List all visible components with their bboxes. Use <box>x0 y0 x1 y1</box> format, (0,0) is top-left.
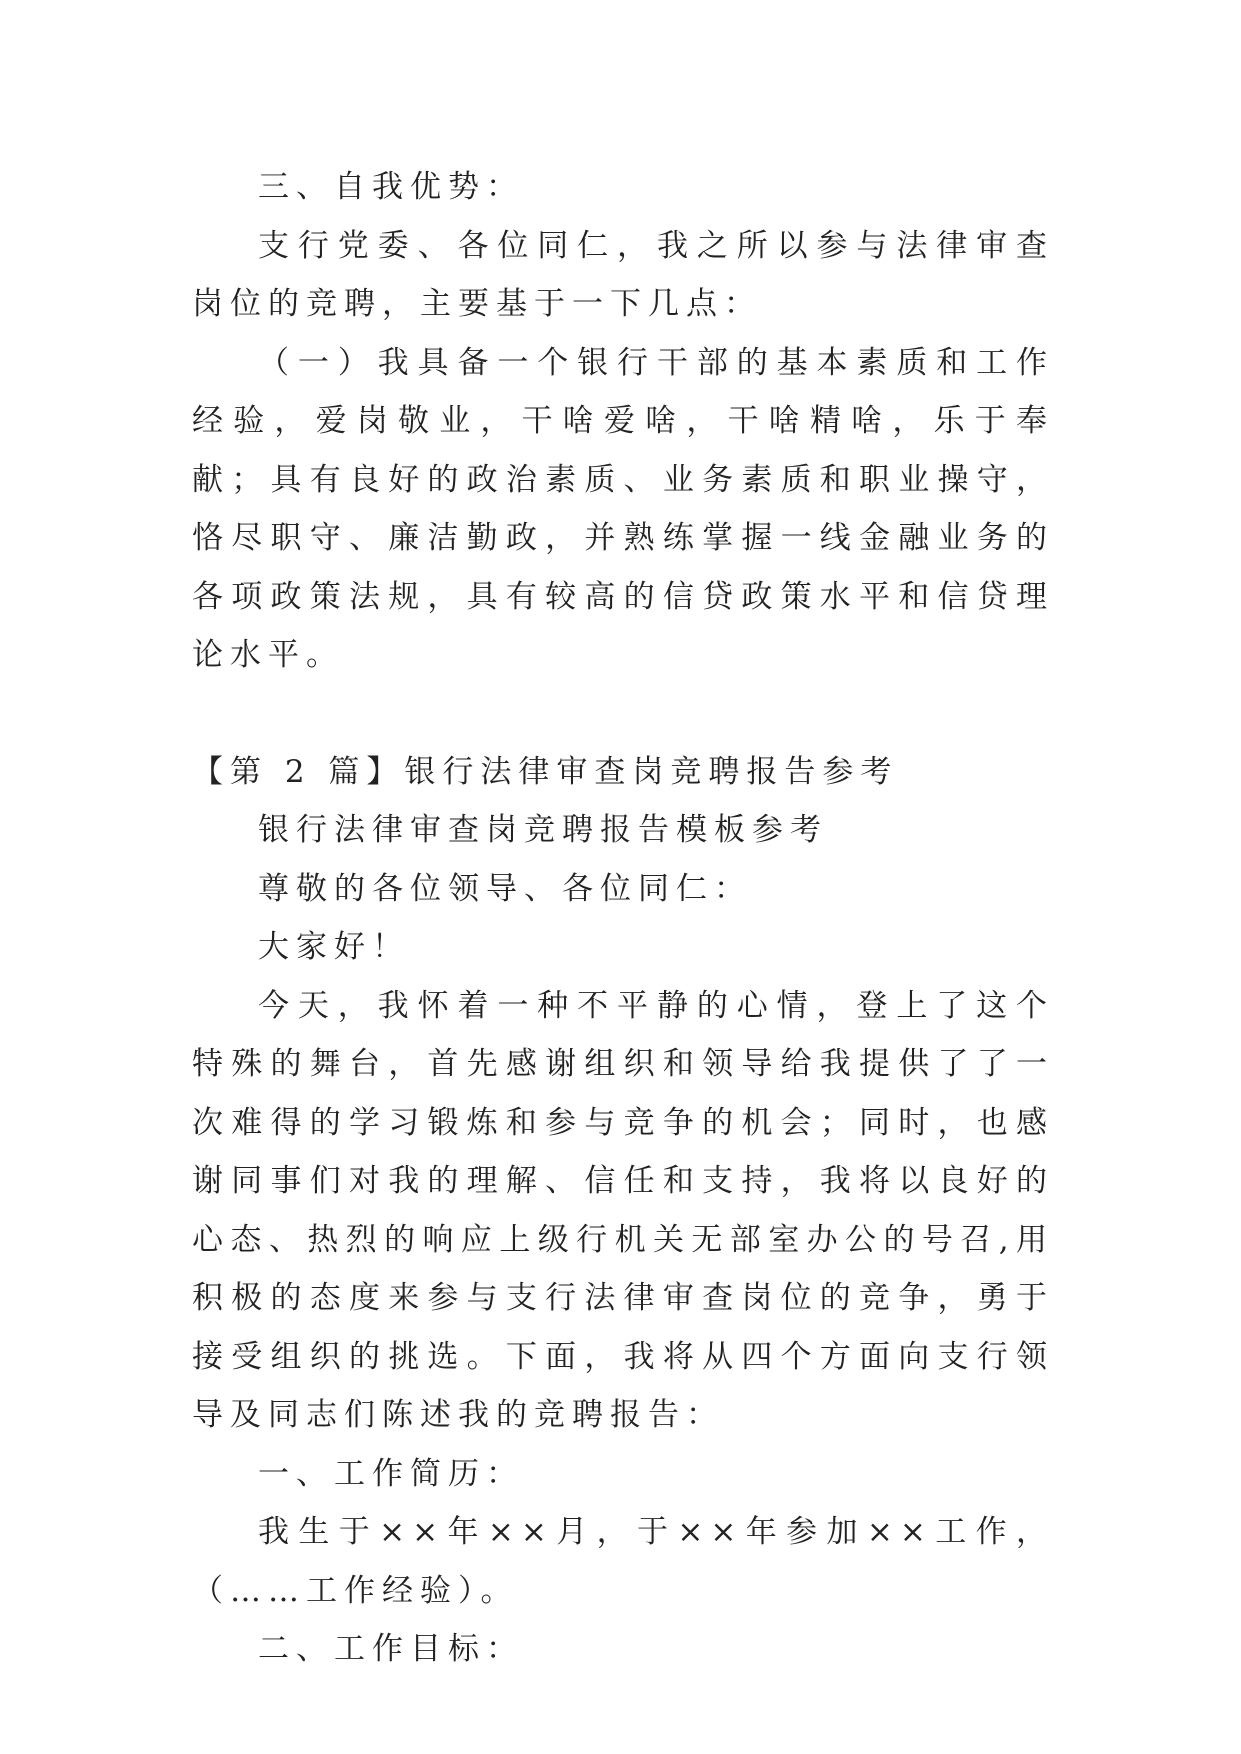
section-heading-goals: 二、工作目标： <box>258 1631 524 1667</box>
salutation: 尊敬的各位领导、各位同仁： <box>258 870 752 907</box>
paragraph-qualification: （一）我具备一个银行干部的基本素质和工作经验，爱岗敬业，干啥爱啥，干啥精啥，乐于奉献；具有良好的政治素质、业务素质和职业操守，恪尽职守、廉洁勤政，并熟练掌握一线金融业务的各项政策法规，具有较高的信贷政策水平和信贷理论水平。 <box>192 344 1054 673</box>
article-title: 【第 2 篇】银行法律审查岗竞聘报告参考 <box>192 753 899 790</box>
section-heading-self-advantages: 三、自我优势： <box>258 169 524 205</box>
document-page <box>192 158 1054 1679</box>
greeting: 大家好！ <box>258 929 410 965</box>
paragraph-intro: 今天，我怀着一种不平静的心情，登上了这个特殊的舞台，首先感谢组织和领导给我提供了了一次难得的学习锻炼和参与竞争的机会；同时，也感谢同事们对我的理解、信任和支持，我将以良好的心态、热烈的响应上级行机关无部室办公的号召,用积极的态度来参与支行法律审查岗位的竞争，勇于接受组织的挑选。下面，我将从四个方面向支行领导及同志们陈述我的竞聘报告： <box>192 987 1054 1433</box>
paragraph-resume: 我生于××年××月，于××年参加××工作，（……工作经验）。 <box>192 1514 1054 1609</box>
article-subtitle: 银行法律审查岗竞聘报告模板参考 <box>258 812 828 848</box>
paragraph-reason: 支行党委、各位同仁，我之所以参与法律审查岗位的竞聘，主要基于一下几点： <box>192 227 1054 322</box>
section-spacer <box>192 685 1054 743</box>
section-heading-resume: 一、工作简历： <box>258 1455 524 1492</box>
